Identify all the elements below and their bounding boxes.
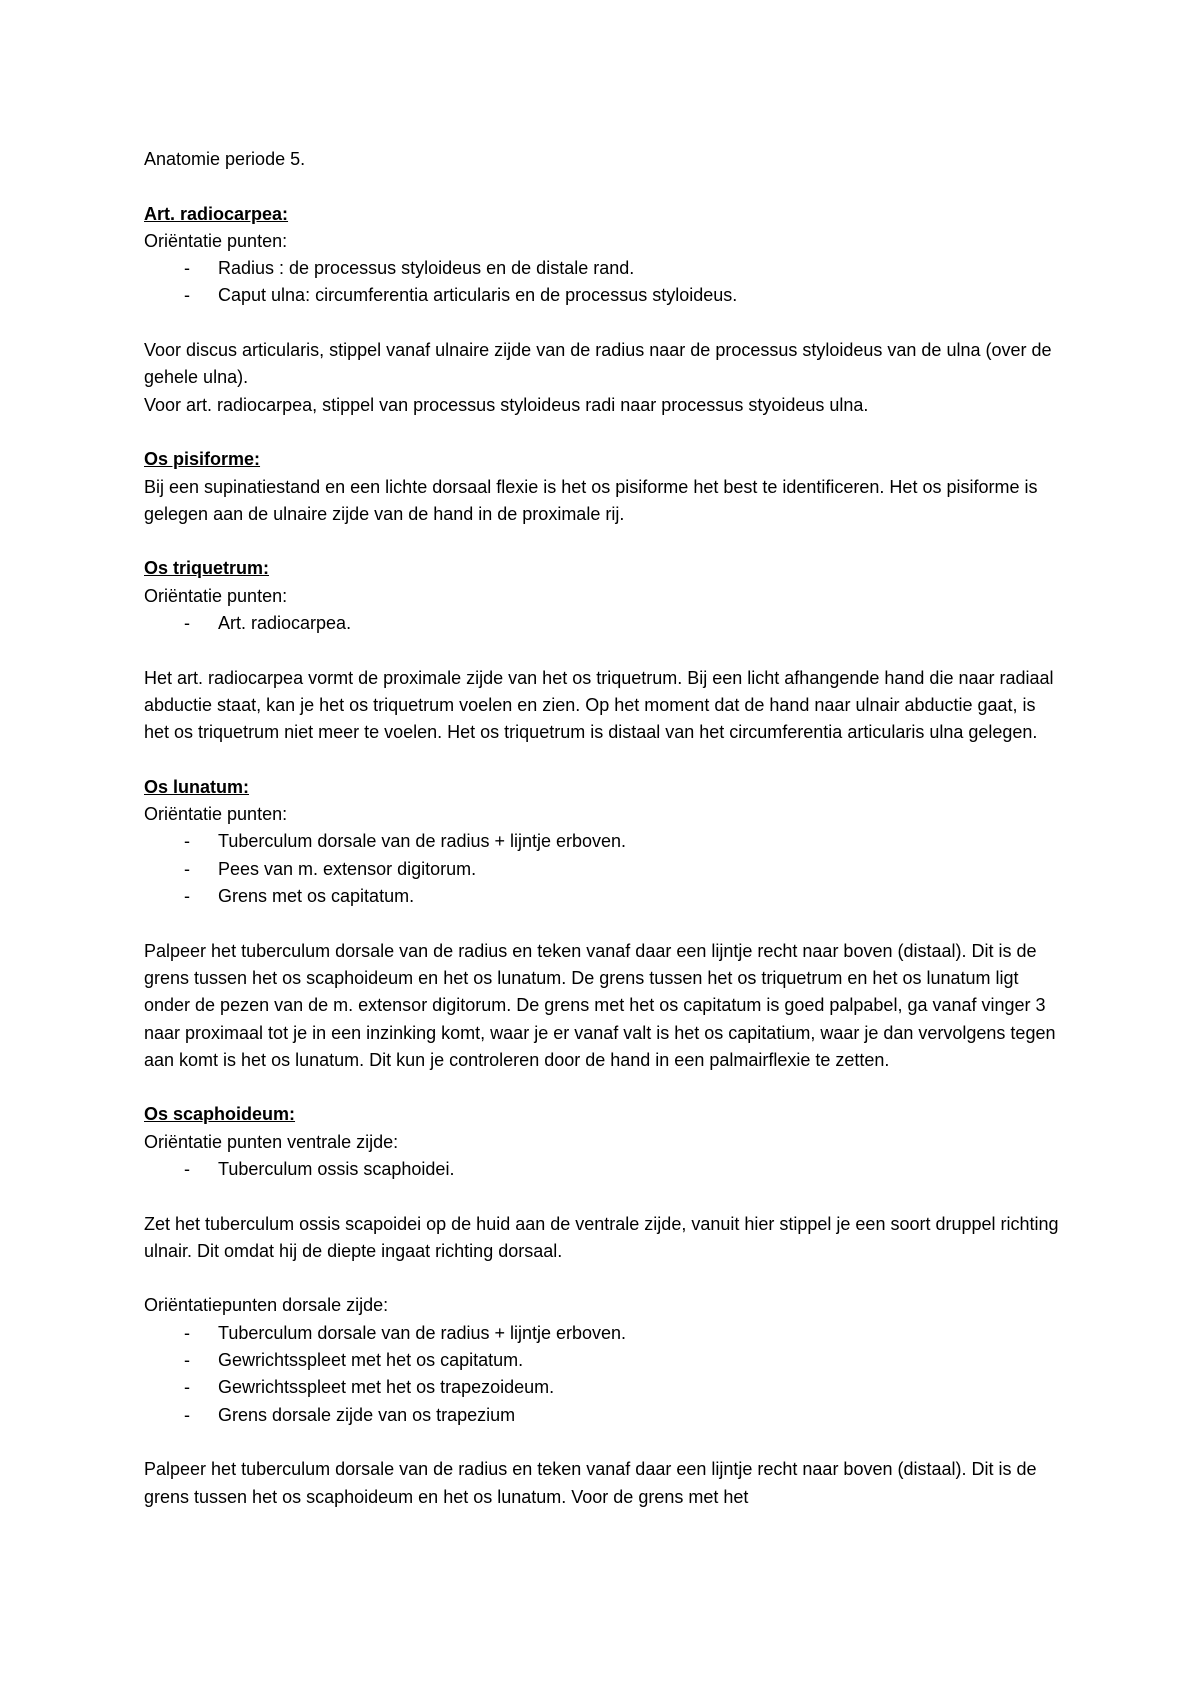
paragraph: Palpeer het tuberculum dorsale van de radius en teken vanaf daar een lijntje recht naar boven (distaal). Dit is de grens tussen het os scaphoideum en het os lunatum. De grens tussen het os triquetrum en het os lunatum ligt onder de pezen van de m. extensor digitorum. De grens met het os capitatum is goed palpabel, ga vanaf vinger 3 naar proximaal tot je in een inzinking komt, waar je er vanaf valt is het os capitatium, waar je dan vervolgens tegen aan komt is het os lunatum. Dit kun je controleren door de hand in een palmairflexie te zetten. bbox=[144, 940, 1056, 1070]
heading-lunatum: Os lunatum: bbox=[144, 776, 250, 797]
paragraph: Palpeer het tuberculum dorsale van de radius en teken vanaf daar een lijntje recht naar boven (distaal). Dit is de grens tussen het os scaphoideum en het os lunatum. Voor de grens met het bbox=[144, 1459, 1037, 1507]
list-item: - Tuberculum dorsale van de radius + lijntje erboven. bbox=[184, 1322, 627, 1343]
label-orientatie-dorsaal: Oriëntatiepunten dorsale zijde: bbox=[144, 1295, 389, 1316]
paragraph: Bij een supinatiestand en een lichte dorsaal flexie is het os pisiforme het best te identificeren. Het os pisiforme is gelegen aan de ulnaire zijde van de hand in de proximale rij. bbox=[144, 476, 1038, 524]
label-orientatie-ventraal: Oriëntatie punten ventrale zijde: bbox=[144, 1131, 399, 1152]
list-item: - Pees van m. extensor digitorum. bbox=[184, 858, 477, 879]
list-item: - Grens dorsale zijde van os trapezium bbox=[184, 1404, 516, 1425]
paragraph: Zet het tuberculum ossis scapoidei op de huid aan de ventrale zijde, vanuit hier stippel je een soort druppel richting ulnair. Dit omdat hij de diepte ingaat richting dorsaal. bbox=[144, 1213, 1059, 1261]
paragraph: Voor art. radiocarpea, stippel van processus styloideus radi naar processus styoideus ulna. bbox=[144, 394, 869, 415]
document-title: Anatomie periode 5. bbox=[144, 149, 306, 169]
list-item: - Gewrichtsspleet met het os capitatum. bbox=[184, 1350, 524, 1371]
document-page bbox=[144, 146, 1064, 1511]
label-orientatie: Oriëntatie punten: bbox=[144, 804, 288, 825]
label-orientatie: Oriëntatie punten: bbox=[144, 230, 288, 251]
list-item: - Tuberculum dorsale van de radius + lijntje erboven. bbox=[184, 831, 627, 852]
list-item: - Caput ulna: circumferentia articularis en de processus styloideus. bbox=[184, 285, 738, 306]
list-item: - Gewrichtsspleet met het os trapezoideum. bbox=[184, 1377, 555, 1398]
list-item: - Radius : de processus styloideus en de distale rand. bbox=[184, 258, 635, 279]
label-orientatie: Oriëntatie punten: bbox=[144, 585, 288, 606]
heading-triquetrum: Os triquetrum: bbox=[144, 558, 270, 579]
heading-scaphoideum: Os scaphoideum: bbox=[144, 1104, 296, 1125]
list-item: - Tuberculum ossis scaphoidei. bbox=[184, 1158, 455, 1179]
paragraph: Het art. radiocarpea vormt de proximale zijde van het os triquetrum. Bij een licht afhangende hand die naar radiaal abductie staat, kan je het os triquetrum voelen en zien. Op het moment dat de hand naar ulnair abductie gaat, is het os triquetrum niet meer te voelen. Het os triquetrum is distaal van het circumferentia articularis ulna gelegen. bbox=[144, 667, 1054, 743]
paragraph: Voor discus articularis, stippel vanaf ulnaire zijde van de radius naar de processus styloideus van de ulna (over de gehele ulna). bbox=[144, 340, 1052, 388]
list-item: - Grens met os capitatum. bbox=[184, 886, 415, 907]
heading-radiocarpea: Art. radiocarpea: bbox=[144, 203, 289, 224]
list-item: - Art. radiocarpea. bbox=[184, 613, 352, 634]
heading-pisiforme: Os pisiforme: bbox=[144, 449, 261, 470]
